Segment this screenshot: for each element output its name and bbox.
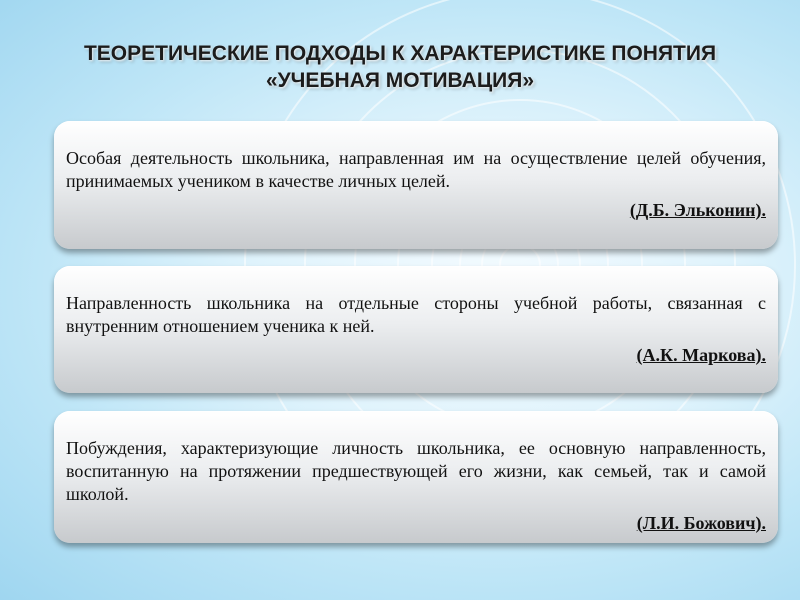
definition-text: Направленность школьника на отдельные стороны учебной работы, связанная с внутренним отношением ученика к ней. [66, 293, 766, 336]
definition-card-elkonin [54, 121, 778, 249]
definition-author: (Д.Б. Эльконин). [629, 200, 766, 220]
definition-card-bozhovich [54, 411, 778, 543]
definition-text: Побуждения, характеризующие личность школьника, ее основную направленность, воспитанную на протяжении предшествующей его жизни, как семьей, так и самой школой. [66, 438, 766, 504]
title-line-2: «УЧЕБНАЯ МОТИВАЦИЯ» [265, 69, 535, 92]
definition-text: Особая деятельность школьника, направленная им на осуществление целей обучения, принимаемых учеником в качестве личных целей. [66, 148, 766, 191]
definition-author: (Л.И. Божович). [636, 513, 766, 533]
page-title [0, 40, 800, 94]
title-line-1: ТЕОРЕТИЧЕСКИЕ ПОДХОДЫ К ХАРАКТЕРИСТИКЕ ПОНЯТИЯ [83, 42, 717, 65]
definition-author: (А.К. Маркова). [636, 345, 766, 365]
definition-card-markova [54, 266, 778, 393]
